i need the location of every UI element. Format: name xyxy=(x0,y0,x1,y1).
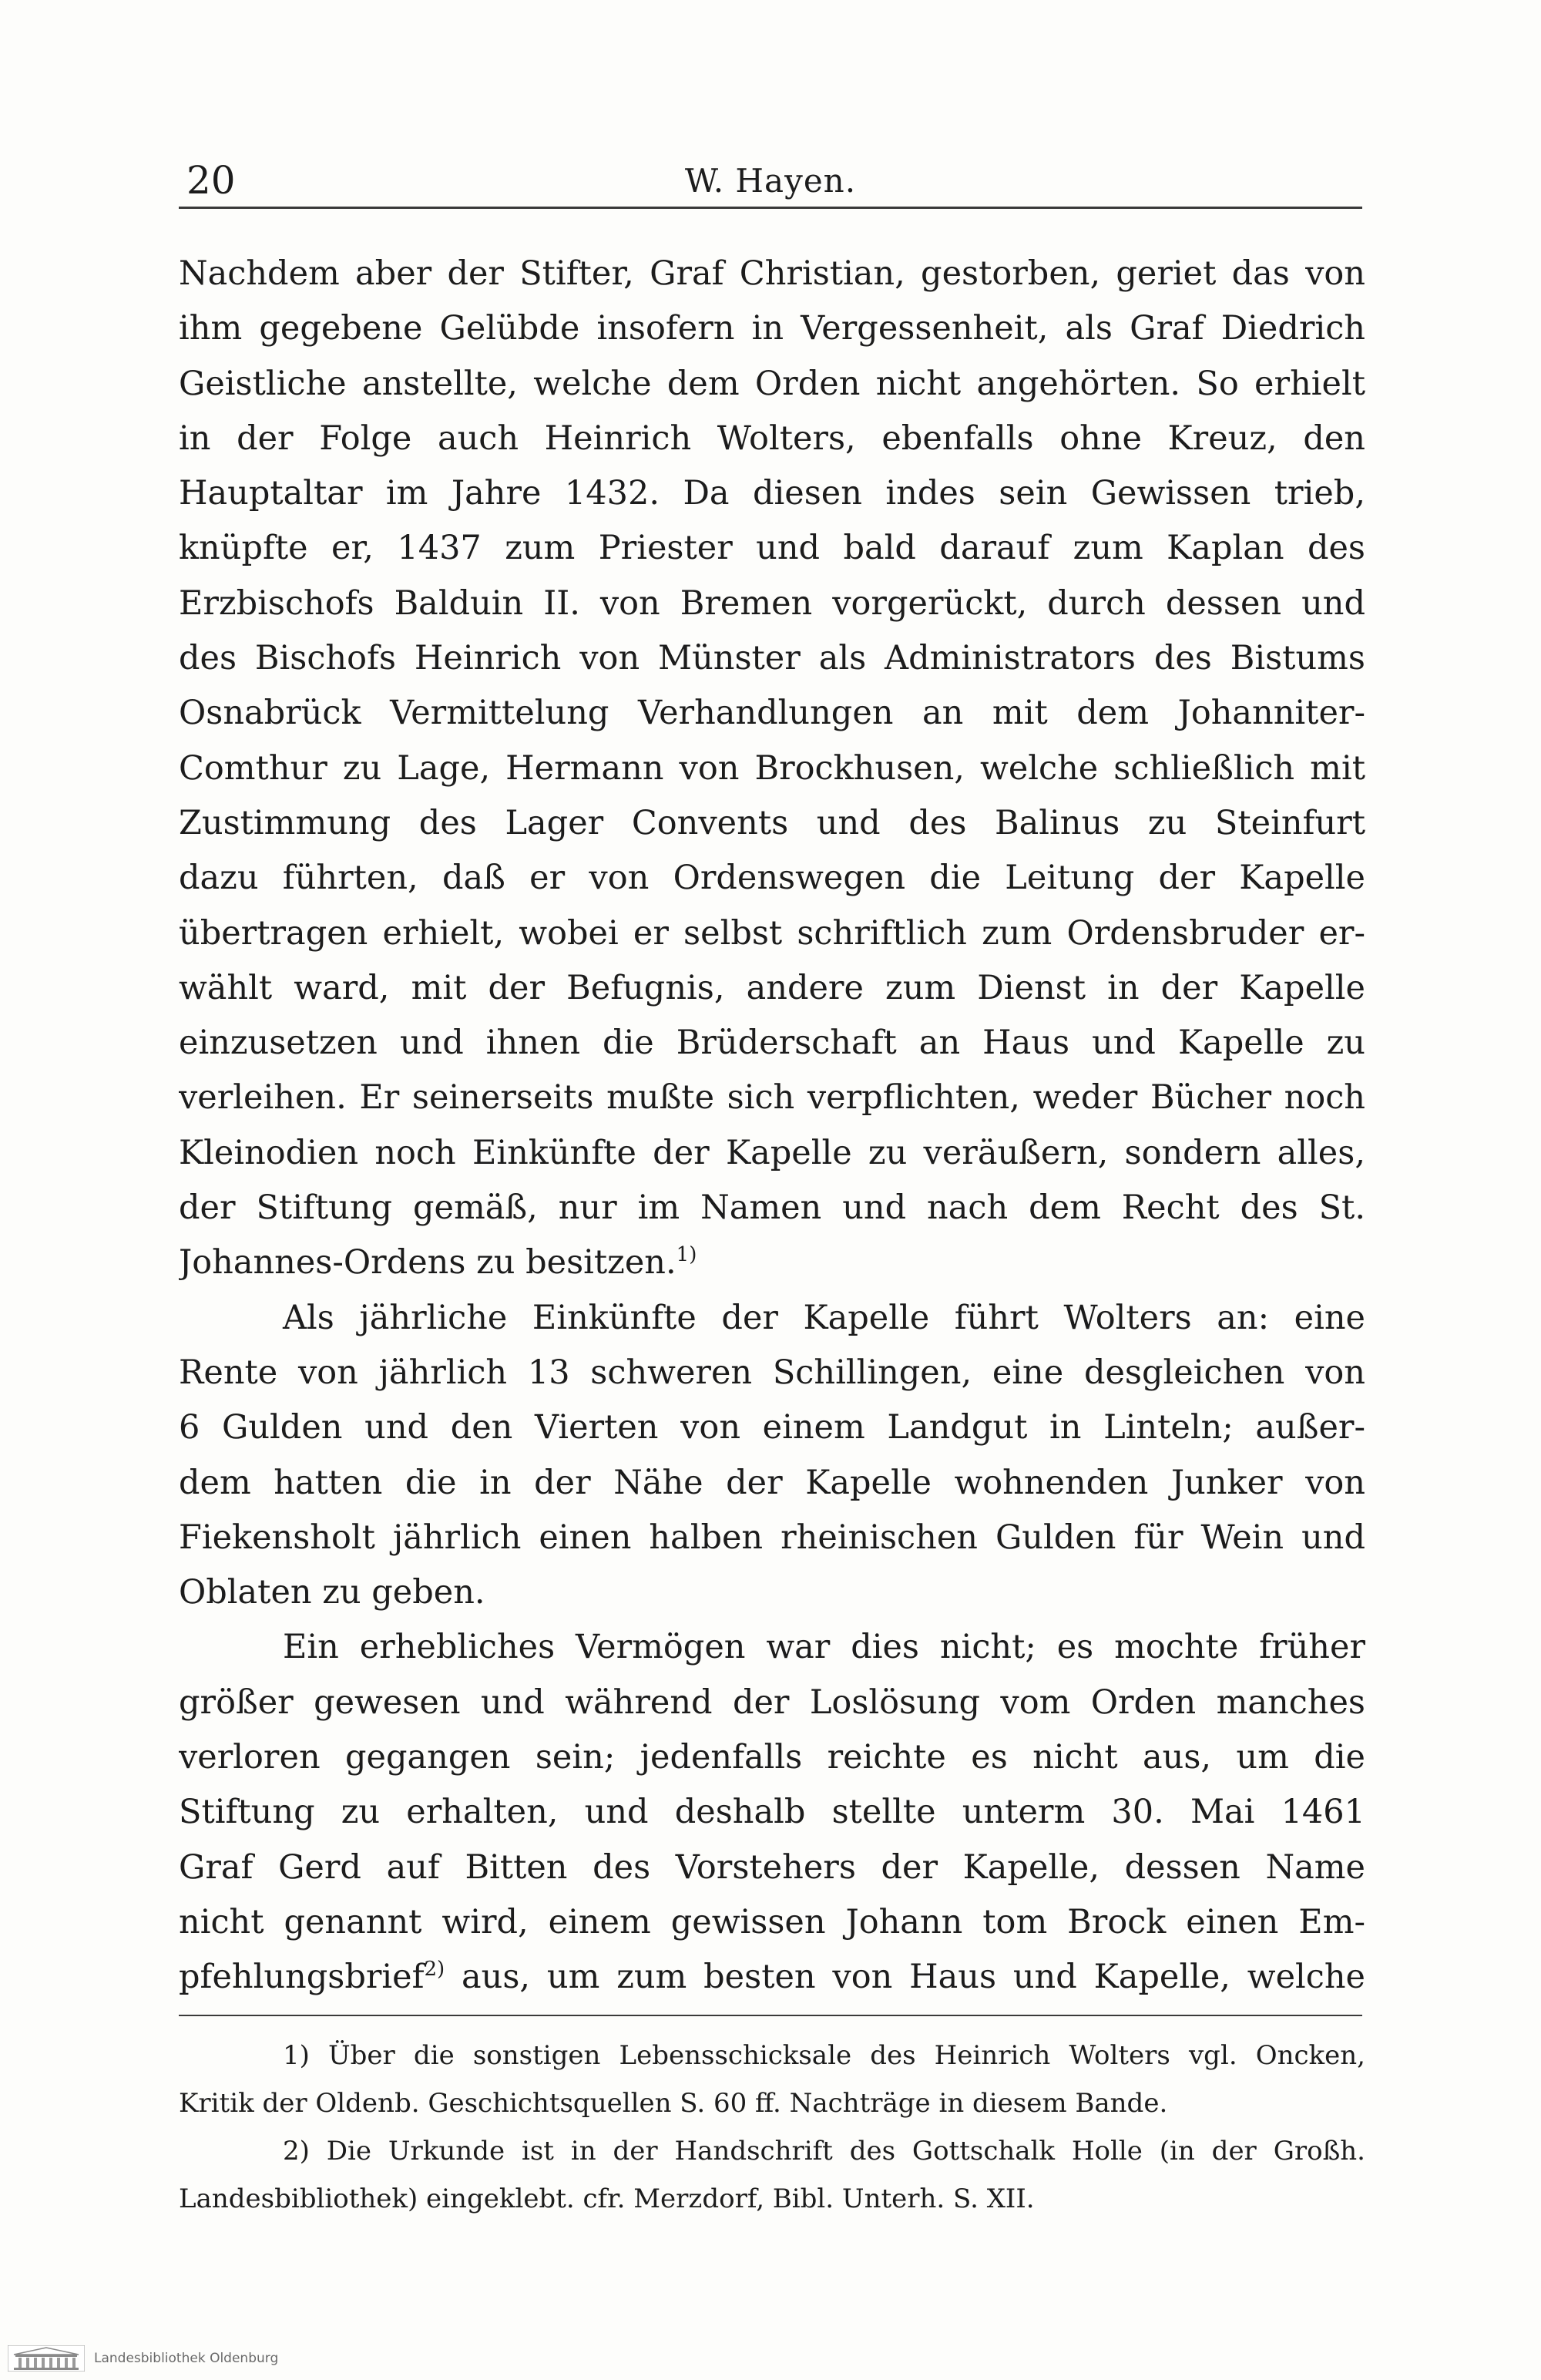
text-line: ihm gegebene Gelübde insofern in Vergessenheit, als Graf Diedrich xyxy=(179,309,1365,348)
header-rule xyxy=(179,207,1362,209)
text-line: in der Folge auch Heinrich Wolters, ebenfalls ohne Kreuz, den xyxy=(179,419,1365,458)
text-line: des Bischofs Heinrich von Münster als Administrators des Bistums xyxy=(179,639,1365,678)
text-line: Stiftung zu erhalten, und deshalb stellte unterm 30. Mai 1461 xyxy=(179,1793,1365,1832)
text-line: größer gewesen und während der Loslösung vom Orden manches xyxy=(179,1682,1365,1722)
text-line xyxy=(179,1235,1365,1290)
text-line: Osnabrück Vermittelung Verhandlungen an mit dem Johanniter- xyxy=(179,694,1365,733)
text-line xyxy=(179,1950,1365,2005)
library-building-icon xyxy=(8,2345,85,2372)
footnote-line: 2) Die Urkunde ist in der Handschrift des Gottschalk Holle (in der Großh. xyxy=(283,2136,1365,2167)
text-line-content: aus, um zum besten von Haus und Kapelle, welche xyxy=(445,1958,1365,1997)
text-line: knüpfte er, 1437 zum Priester und bald darauf zum Kaplan des xyxy=(179,529,1365,568)
text-line: Geistliche anstellte, welche dem Orden nicht angehörten. So erhielt xyxy=(179,364,1365,403)
text-line: Zustimmung des Lager Convents und des Balinus zu Steinfurt xyxy=(179,803,1365,842)
text-line: einzusetzen und ihnen die Brüderschaft an Haus und Kapelle zu xyxy=(179,1024,1365,1063)
running-title: W. Hayen. xyxy=(684,162,857,200)
text-line: verleihen. Er seinerseits mußte sich verpflichten, weder Bücher noch xyxy=(179,1078,1365,1118)
text-line: Ein erhebliches Vermögen war dies nicht; es mochte früher xyxy=(283,1628,1365,1667)
text-line: der Stiftung gemäß, nur im Namen und nach dem Recht des St. xyxy=(179,1188,1365,1228)
footnote-line: 1) Über die sonstigen Lebensschicksale des Heinrich Wolters vgl. Oncken, xyxy=(283,2040,1365,2071)
page-header xyxy=(179,151,1362,205)
footnotes xyxy=(179,2032,1365,2223)
text-line: Fiekensholt jährlich einen halben rheinischen Gulden für Wein und xyxy=(179,1518,1365,1557)
library-name: Landesbibliothek Oldenburg xyxy=(94,2351,279,2366)
text-line-content: Johannes-Ordens zu besitzen. xyxy=(179,1243,676,1282)
footnote-line: Kritik der Oldenb. Geschichtsquellen S. 60 ff. Nachträge in diesem Bande. xyxy=(179,2088,1168,2119)
text-line: Als jährliche Einkünfte der Kapelle führt Wolters an: eine xyxy=(283,1298,1365,1337)
footnote-line: Landesbibliothek) eingeklebt. cfr. Merzdorf, Bibl. Unterh. S. XII. xyxy=(179,2183,1035,2214)
text-line: Rente von jährlich 13 schweren Schillingen, eine desgleichen von xyxy=(179,1353,1365,1392)
text-line: Erzbischofs Balduin II. von Bremen vorgerückt, durch dessen und xyxy=(179,583,1365,623)
text-line: Comthur zu Lage, Hermann von Brockhusen, welche schließlich mit xyxy=(179,748,1365,788)
text-line: Nachdem aber der Stifter, Graf Christian, gestorben, geriet das von xyxy=(179,254,1365,293)
text-line-content: pfehlungsbrief xyxy=(179,1958,425,1997)
footnote-reference-2: 2) xyxy=(424,1958,445,1982)
main-text xyxy=(179,247,1365,2005)
library-stamp xyxy=(8,2343,285,2374)
text-line: dem hatten die in der Nähe der Kapelle wohnenden Junker von xyxy=(179,1463,1365,1502)
text-line: verloren gegangen sein; jedenfalls reichte es nicht aus, um die xyxy=(179,1738,1365,1777)
text-line: Kleinodien noch Einkünfte der Kapelle zu veräußern, sondern alles, xyxy=(179,1133,1365,1172)
text-line: dazu führten, daß er von Ordenswegen die Leitung der Kapelle xyxy=(179,859,1365,898)
text-line: Graf Gerd auf Bitten des Vorstehers der Kapelle, dessen Name xyxy=(179,1847,1365,1887)
footnote-reference-1: 1) xyxy=(676,1243,697,1267)
text-line: Oblaten zu geben. xyxy=(179,1573,485,1612)
page-number: 20 xyxy=(186,158,236,203)
text-line: nicht genannt wird, einem gewissen Johann tom Brock einen Em- xyxy=(179,1902,1365,1941)
text-line: 6 Gulden und den Vierten von einem Landgut in Linteln; außer- xyxy=(179,1408,1365,1447)
text-line: übertragen erhielt, wobei er selbst schriftlich zum Ordensbruder er- xyxy=(179,913,1365,953)
text-line: wählt ward, mit der Befugnis, andere zum Dienst in der Kapelle xyxy=(179,968,1365,1007)
text-line: Hauptaltar im Jahre 1432. Da diesen indes sein Gewissen trieb, xyxy=(179,474,1365,513)
footnote-rule xyxy=(179,2015,1362,2016)
